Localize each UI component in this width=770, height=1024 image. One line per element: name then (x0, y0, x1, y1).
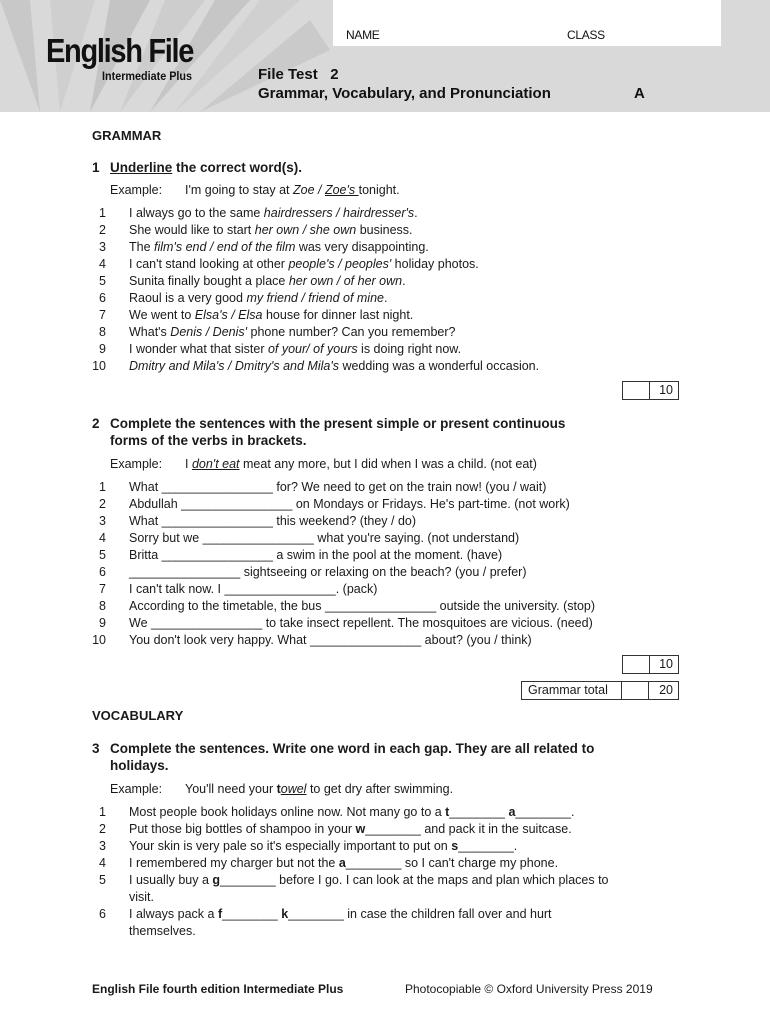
page-header (0, 0, 770, 112)
item-number: 10 (92, 633, 106, 647)
item-number: 10 (92, 359, 106, 373)
item-text-part: Put those big bottles of shampoo in your (129, 822, 356, 836)
example-separator: / (314, 183, 325, 197)
item-text-before: I always go to the same (129, 206, 264, 220)
item-text (129, 223, 413, 237)
item-text (129, 274, 406, 288)
grammar-total-label: Grammar total (522, 682, 622, 699)
item-number: 3 (99, 514, 106, 528)
item-text-part: I remembered my charger but not the (129, 856, 339, 870)
item-text-part: Most people book holidays online now. Not many go to a (129, 805, 446, 819)
first-letter-hint: w (355, 822, 366, 836)
item-number: 1 (99, 480, 106, 494)
footer-left: English File fourth edition Intermediate Plus (92, 982, 344, 996)
item-text-before: She would like to start (129, 223, 255, 237)
first-letter-hint: k (281, 907, 289, 921)
item-text-after: phone number? Can you remember? (247, 325, 456, 339)
item-text[interactable]: Britta ________________ a swim in the pool at the moment. (have) (129, 548, 503, 562)
first-letter-hint: a (338, 856, 346, 870)
item-number: 6 (99, 907, 106, 921)
example-answer: don't eat (191, 457, 240, 471)
item-text (129, 342, 461, 356)
item-text (129, 291, 387, 305)
q1-example (110, 183, 400, 197)
item-number: 2 (99, 497, 106, 511)
item-text-before: We went to (129, 308, 195, 322)
item-number: 2 (99, 822, 106, 836)
item-number: 6 (99, 291, 106, 305)
q2-score-box (622, 655, 679, 674)
example-label: Example: (110, 457, 163, 471)
test-title (258, 65, 645, 103)
item-number: 5 (99, 873, 106, 887)
q1-score-box (622, 381, 679, 400)
item-text[interactable]: You don't look very happy. What ________________ about? (you / think) (129, 633, 532, 647)
example-label: Example: (110, 782, 163, 796)
item-number: 1 (99, 805, 106, 819)
item-options[interactable]: my friend / friend of mine (246, 291, 384, 305)
grammar-total-box (521, 681, 679, 700)
item-text[interactable]: Sorry but we ________________ what you're saying. (not understand) (129, 531, 520, 545)
grammar-total-blank[interactable] (622, 682, 650, 699)
item-text (129, 206, 418, 220)
first-letter-hint: g (212, 873, 221, 887)
q2-instruction-line2: forms of the verbs in brackets. (110, 433, 307, 448)
item-text-before: Sunita finally bought a place (129, 274, 289, 288)
q2-instruction-line1: Complete the sentences with the present simple or present continuous (110, 416, 566, 431)
item-text (129, 308, 413, 322)
item-text-after: is doing right now. (357, 342, 462, 356)
item-text[interactable]: According to the timetable, the bus ________________ outside the university. (stop) (129, 599, 596, 613)
example-text: I (185, 457, 192, 471)
item-text[interactable] (129, 856, 558, 870)
example-letter: t (276, 782, 281, 796)
example-label: Example: (110, 183, 163, 197)
logo-title: English File (46, 32, 194, 69)
item-text-after: . (402, 274, 406, 288)
grammar-total-max: 20 (659, 683, 673, 697)
item-number: 4 (99, 531, 106, 545)
item-text-part: I always pack a (129, 907, 218, 921)
item-text-after: . (414, 206, 418, 220)
q2-score-max: 10 (659, 657, 673, 671)
item-text[interactable] (129, 839, 517, 853)
test-title-line1: File Test 2 (258, 66, 339, 83)
q2-example (110, 457, 537, 471)
example-option: Zoe (293, 183, 315, 197)
example-answer: owel (280, 782, 307, 796)
q1-number: 1 (92, 160, 100, 175)
q3-instruction-line2: holidays. (110, 758, 169, 773)
name-label: NAME (346, 28, 380, 42)
item-text-before: I wonder what that sister (129, 342, 268, 356)
item-text-before: What's (129, 325, 171, 339)
item-options[interactable]: of your/ of yours (267, 342, 358, 356)
item-text (129, 359, 539, 373)
test-version: A (634, 85, 645, 102)
item-number: 3 (99, 240, 106, 254)
item-text-after: wedding was a wonderful occasion. (338, 359, 540, 373)
item-text-after: was very disappointing. (295, 240, 429, 254)
item-number: 7 (99, 308, 106, 322)
item-text[interactable]: What ________________ for? We need to get on the train now! (you / wait) (129, 480, 547, 494)
item-text[interactable] (129, 907, 552, 921)
first-letter-hint: a (508, 805, 516, 819)
item-number: 6 (99, 565, 106, 579)
logo-subtitle: Intermediate Plus (102, 69, 193, 83)
item-number: 7 (99, 582, 106, 596)
vocabulary-heading: VOCABULARY (92, 708, 184, 723)
english-file-logo (46, 34, 213, 83)
item-text-after: business. (356, 223, 413, 237)
q1-score-max: 10 (659, 383, 673, 397)
example-text: You'll need your (185, 782, 277, 796)
item-options[interactable]: people's / peoples' (288, 257, 392, 271)
q2-number: 2 (92, 416, 100, 431)
item-text-before: I can't stand looking at other (129, 257, 289, 271)
item-number: 8 (99, 599, 106, 613)
example-text-end: to get dry after swimming. (306, 782, 454, 796)
item-text-part: Your skin is very pale so it's especially important to put on (129, 839, 452, 853)
q1-instruction-rest: the correct word(s). (172, 160, 303, 175)
q3-instruction-line1: Complete the sentences. Write one word in each gap. They are all related to (110, 741, 595, 756)
class-label: CLASS (567, 28, 605, 42)
item-text[interactable]: What ________________ this weekend? (they / do) (129, 514, 417, 528)
q3-number: 3 (92, 741, 100, 756)
q1-instruction-underlined: Underline (110, 160, 173, 175)
item-number: 8 (99, 325, 106, 339)
item-number: 9 (99, 616, 106, 630)
item-text (129, 257, 479, 271)
q2-score-blank[interactable] (623, 656, 650, 673)
item-text-after: house for dinner last night. (262, 308, 414, 322)
item-text[interactable]: Abdullah ________________ on Mondays or Fridays. He's part-time. (not work) (129, 497, 570, 511)
item-text-part: ________ in case the children fall over and hurt (288, 907, 552, 921)
name-class-box (333, 0, 721, 46)
q1-score-blank[interactable] (623, 382, 650, 399)
item-text-before: The (129, 240, 155, 254)
item-options[interactable]: Elsa's / Elsa (194, 308, 263, 322)
item-text-after: holiday photos. (391, 257, 479, 271)
item-text-part: ________ (222, 907, 282, 921)
item-text-before: Raoul is a very good (129, 291, 247, 305)
item-options[interactable]: her own / she own (254, 223, 357, 237)
example-text-end: meat any more, but I did when I was a child. (not eat) (239, 457, 537, 471)
item-text-part: ________. (515, 805, 575, 819)
item-text-part: ________ (449, 805, 509, 819)
first-letter-hint: f (217, 907, 223, 921)
item-number: 1 (99, 206, 106, 220)
item-number: 3 (99, 839, 106, 853)
item-text-after: . (384, 291, 388, 305)
q3-example (110, 782, 453, 796)
test-title-line2: Grammar, Vocabulary, and Pronunciation (258, 85, 551, 102)
item-text-part: ________ and pack it in the suitcase. (365, 822, 572, 836)
q1-instruction (110, 159, 302, 176)
item-options[interactable]: Denis / Denis' (170, 325, 248, 339)
item-number: 5 (99, 548, 106, 562)
item-text-continued: visit. (129, 890, 154, 904)
item-text (129, 325, 456, 339)
item-text-part: ________ before I go. I can look at the maps and plan which places to (220, 873, 609, 887)
item-number: 5 (99, 274, 106, 288)
item-text-part: I usually buy a (129, 873, 213, 887)
footer-right: Photocopiable © Oxford University Press 2019 (405, 982, 653, 996)
item-number: 2 (99, 223, 106, 237)
item-options[interactable]: film's end / end of the film (154, 240, 296, 254)
item-options[interactable]: Dmitry and Mila's / Dmitry's and Mila's (129, 359, 339, 373)
first-letter-hint: s (451, 839, 459, 853)
item-text[interactable] (129, 873, 609, 887)
first-letter-hint: t (445, 805, 450, 819)
item-text[interactable]: ________________ sightseeing or relaxing on the beach? (you / prefer) (129, 565, 527, 579)
item-number: 9 (99, 342, 106, 356)
item-options[interactable]: her own / of her own (288, 274, 403, 288)
example-text: I'm going to stay at (185, 183, 293, 197)
item-options[interactable]: hairdressers / hairdresser's (263, 206, 415, 220)
item-text (129, 240, 429, 254)
item-text[interactable]: I can't talk now. I ________________. (pack) (129, 582, 378, 596)
item-text-part: ________. (458, 839, 518, 853)
item-text[interactable] (129, 805, 574, 819)
item-text[interactable]: We ________________ to take insect repellent. The mosquitoes are vicious. (need) (129, 616, 593, 630)
example-answer: Zoe's (324, 183, 359, 197)
grammar-heading: GRAMMAR (92, 128, 162, 143)
item-number: 4 (99, 257, 106, 271)
item-text-part: ________ so I can't charge my phone. (345, 856, 559, 870)
item-number: 4 (99, 856, 106, 870)
item-text[interactable] (129, 822, 572, 836)
example-text-end: tonight. (358, 183, 400, 197)
item-text-continued: themselves. (129, 924, 196, 938)
